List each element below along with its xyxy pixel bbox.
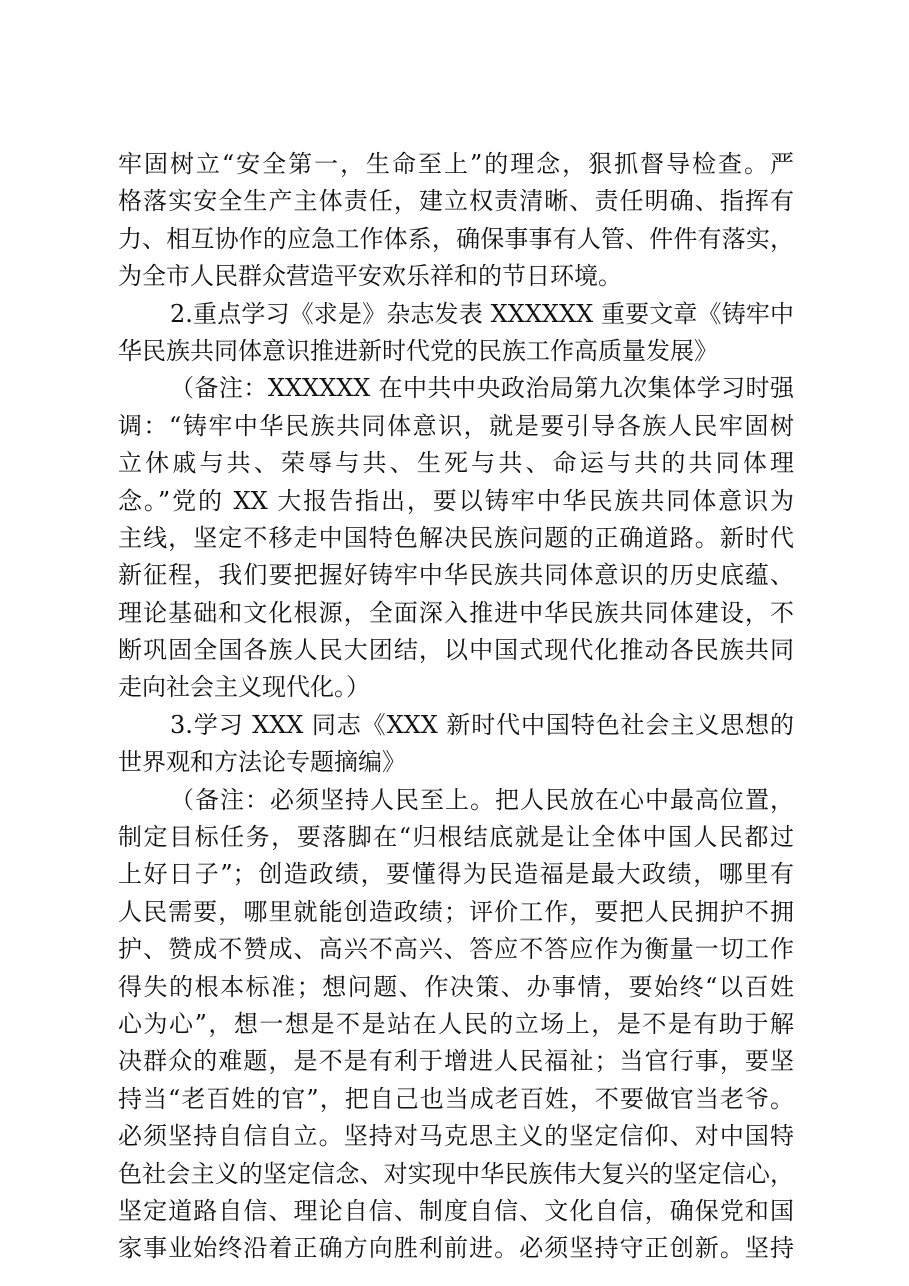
paragraph-item-3-note: [118, 782, 794, 1268]
text-line: 走向社会主义现代化。）: [118, 673, 370, 702]
text-line: 念。”党的 XX 大报告指出，要以铸牢中华民族共同体意识为: [118, 486, 794, 515]
text-line: 牢固树立“安全第一，生命至上”的理念，狠抓督导检查。严: [118, 150, 794, 178]
text-line: 家事业始终沿着正确方向胜利前进。必须坚持守正创新。坚持: [118, 1234, 794, 1263]
text-line: 必须坚持自信自立。坚持对马克思主义的坚定信仰、对中国特: [118, 1122, 794, 1151]
text-line: 上好日子”；创造政绩，要懂得为民造福是最大政绩，哪里有: [118, 860, 794, 889]
text-line: 为全市人民群众营造平安欢乐祥和的节日环境。: [118, 262, 622, 291]
text-line: 新征程，我们要把握好铸牢中华民族共同体意识的历史底蕴、: [118, 561, 794, 590]
text-line: 决群众的难题，是不是有利于增进人民福祉；当官行事，要坚: [118, 1047, 794, 1076]
text-line: 3.学习 XXX 同志《XXX 新时代中国特色社会主义思想的: [170, 710, 794, 739]
paragraph-item-2-heading: [118, 296, 794, 371]
text-line: 人民需要，哪里就能创造政绩；评价工作，要把人民拥护不拥: [118, 897, 794, 926]
text-line: 得失的根本标准；想问题、作决策、办事情，要始终“以百姓: [118, 972, 794, 1001]
paragraph-item-2-note: [118, 370, 794, 707]
paragraph-safety-responsibility: [118, 146, 794, 296]
text-line: 心为心”，想一想是不是站在人民的立场上，是不是有助于解: [118, 1009, 794, 1038]
text-line: 理论基础和文化根源，全面深入推进中华民族共同体建设，不: [118, 598, 794, 627]
text-line: 立休戚与共、荣辱与共、生死与共、命运与共的共同体理: [118, 449, 794, 478]
text-line: 华民族共同体意识推进新时代党的民族工作高质量发展》: [118, 336, 718, 365]
text-line: （备注：XXXXXX 在中共中央政治局第九次集体学习时强: [170, 374, 794, 403]
text-line: 力、相互协作的应急工作体系，确保事事有人管、件件有落实，: [118, 224, 794, 253]
text-line: （备注：必须坚持人民至上。把人民放在心中最高位置，: [170, 785, 794, 814]
document-body: [118, 146, 794, 1268]
text-line: 世界观和方法论专题摘编》: [118, 748, 406, 777]
text-line: 坚定道路自信、理论自信、制度自信、文化自信，确保党和国: [118, 1196, 794, 1225]
text-line: 断巩固全国各族人民大团结，以中国式现代化推动各民族共同: [118, 636, 794, 665]
text-line: 主线，坚定不移走中国特色解决民族问题的正确道路。新时代: [118, 523, 794, 552]
text-line: 制定目标任务，要落脚在“归根结底就是让全体中国人民都过: [118, 823, 794, 852]
text-line: 色社会主义的坚定信念、对实现中华民族伟大复兴的坚定信心，: [118, 1159, 794, 1188]
paragraph-item-3-heading: [118, 707, 794, 782]
text-line: 2.重点学习《求是》杂志发表 XXXXXX 重要文章《铸牢中: [170, 299, 794, 328]
text-line: 格落实安全生产主体责任，建立权责清晰、责任明确、指挥有: [118, 187, 794, 216]
text-line: 持当“老百姓的官”，把自己也当成老百姓，不要做官当老爷。: [118, 1084, 794, 1113]
text-line: 调：“铸牢中华民族共同体意识，就是要引导各族人民牢固树: [118, 411, 794, 440]
text-line: 护、赞成不赞成、高兴不高兴、答应不答应作为衡量一切工作: [118, 935, 794, 964]
